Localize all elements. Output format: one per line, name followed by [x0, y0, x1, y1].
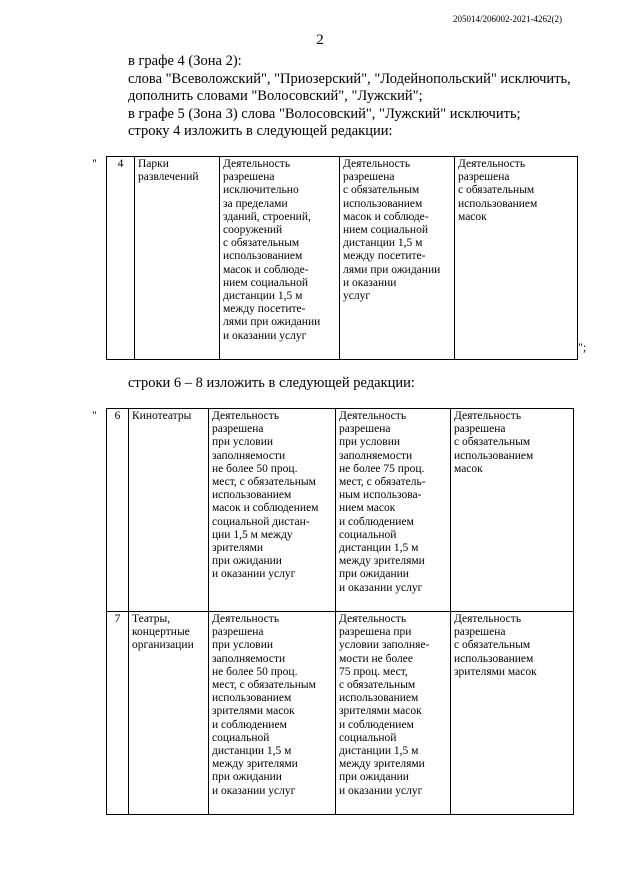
- cell-line: Деятельность: [212, 410, 280, 422]
- cell-line: и оказании услуг: [223, 329, 307, 342]
- cell-line: развлечений: [138, 171, 199, 184]
- table1-open-quote: ": [92, 156, 97, 170]
- cell-line: зрителями масок: [454, 665, 537, 678]
- cell-line: лями при ожидании: [343, 263, 441, 276]
- cell-line: с обязательным: [454, 436, 531, 449]
- cell-line: разрешена: [454, 423, 506, 436]
- cell-line: и оказании услуг: [339, 581, 423, 594]
- cell-line: зданий, строений,: [223, 210, 311, 223]
- cell-line: концертные: [132, 626, 190, 639]
- intro-line: дополнить словами "Волосовский", "Лужский";: [128, 88, 423, 104]
- cell-line: Парки: [138, 158, 169, 170]
- document-id: 205014/206002-2021-4262(2): [453, 14, 562, 24]
- cell-line: социальной: [339, 528, 397, 541]
- zone2-cell: [336, 409, 451, 612]
- cell-line: Театры,: [132, 613, 171, 625]
- cell-line: нием социальной: [343, 224, 428, 237]
- zones-table-rows6-8: [106, 408, 574, 815]
- cell-line: 75 проц. мест,: [339, 665, 408, 678]
- cell-line: между посетите-: [223, 303, 306, 316]
- cell-line: между зрителями: [339, 758, 425, 771]
- cell-line: дистанции 1,5 м: [212, 745, 292, 758]
- zone1-cell: [209, 409, 336, 612]
- cell-line: масок и соблюде-: [223, 263, 309, 276]
- cell-line: и оказании услуг: [212, 568, 296, 581]
- cell-line: мест, с обязательным: [212, 679, 316, 692]
- cell-line: ным использова-: [339, 489, 422, 502]
- row-number: 7: [107, 612, 129, 815]
- cell-line: с обязательным: [454, 639, 531, 652]
- cell-line: лями при ожидании: [223, 316, 321, 329]
- zone2-cell: [340, 157, 455, 360]
- zone3-cell: [455, 157, 578, 360]
- cell-line: ции 1,5 м между: [212, 528, 293, 541]
- zones-table-row4: [106, 156, 578, 360]
- cell-line: при ожидании: [339, 568, 409, 581]
- cell-line: масок: [454, 462, 483, 475]
- cell-line: дистанции 1,5 м: [339, 745, 419, 758]
- cell-line: использованием: [212, 489, 292, 502]
- cell-line: сооружений: [223, 224, 283, 237]
- cell-line: Деятельность: [339, 410, 407, 422]
- cell-line: дистанции 1,5 м: [343, 237, 423, 250]
- cell-line: зрителями: [212, 542, 264, 555]
- cell-line: при ожидании: [212, 555, 282, 568]
- cell-line: использованием: [212, 692, 292, 705]
- cell-line: не более 50 проц.: [212, 462, 298, 475]
- cell-line: Деятельность: [458, 158, 526, 170]
- table2-open-quote: ": [92, 408, 97, 422]
- cell-line: мест, с обязательным: [212, 476, 316, 489]
- cell-line: масок и соблюде-: [343, 210, 429, 223]
- zone1-cell: [220, 157, 340, 360]
- cell-line: разрешена: [458, 171, 510, 184]
- cell-line: дистанции 1,5 м: [339, 542, 419, 555]
- cell-line: Деятельность: [223, 158, 291, 170]
- cell-line: с обязательным: [458, 184, 535, 197]
- cell-line: дистанции 1,5 м: [223, 290, 303, 303]
- cell-line: использованием: [454, 652, 534, 665]
- cell-line: разрешена: [212, 626, 264, 639]
- cell-line: и соблюдением: [212, 718, 287, 731]
- zone1-cell: [209, 612, 336, 815]
- row-number: 4: [107, 157, 135, 360]
- cell-line: Деятельность: [212, 613, 280, 625]
- activity-cell: [129, 612, 209, 815]
- cell-line: нием масок: [339, 502, 396, 515]
- cell-line: использованием: [339, 692, 419, 705]
- cell-line: не более 50 проц.: [212, 665, 298, 678]
- cell-line: между зрителями: [339, 555, 425, 568]
- intro-line: слова "Всеволожский", "Приозерский", "Лодейнопольский" исключить,: [128, 70, 571, 87]
- page-number: 2: [316, 32, 324, 48]
- cell-line: нием социальной: [223, 276, 308, 289]
- cell-line: заполняемости: [339, 449, 413, 462]
- cell-line: между зрителями: [212, 758, 298, 771]
- cell-line: за пределами: [223, 197, 288, 210]
- cell-line: между посетите-: [343, 250, 426, 263]
- table-row: [107, 409, 574, 612]
- cell-line: разрешена: [223, 171, 275, 184]
- zone3-cell: [451, 612, 574, 815]
- cell-line: с обязательным: [223, 237, 300, 250]
- cell-line: условии заполняе-: [339, 639, 430, 652]
- cell-line: при условии: [339, 436, 401, 449]
- cell-line: разрешена: [343, 171, 395, 184]
- cell-line: при условии: [212, 639, 274, 652]
- cell-line: масок и соблюдением: [212, 502, 319, 515]
- cell-line: зрителями масок: [212, 705, 295, 718]
- cell-line: Деятельность: [343, 158, 411, 170]
- cell-line: и оказании услуг: [339, 784, 423, 797]
- cell-line: с обязательным: [339, 679, 416, 692]
- cell-line: мест, с обязатель-: [339, 476, 426, 489]
- activity-cell: [135, 157, 220, 360]
- cell-line: с обязательным: [343, 184, 420, 197]
- cell-line: Деятельность: [339, 613, 407, 625]
- cell-line: и соблюдением: [339, 718, 414, 731]
- cell-line: использованием: [223, 250, 303, 263]
- intro-line: в графе 4 (Зона 2):: [128, 53, 242, 69]
- intro-text: [128, 53, 608, 141]
- cell-line: услуг: [343, 290, 371, 303]
- cell-line: организации: [132, 639, 194, 652]
- cell-line: исключительно: [223, 184, 299, 197]
- cell-line: при ожидании: [339, 771, 409, 784]
- cell-line: Деятельность: [454, 410, 522, 422]
- cell-line: зрителями масок: [339, 705, 422, 718]
- row-number: 6: [107, 409, 129, 612]
- table-row: [107, 612, 574, 815]
- cell-line: разрешена: [454, 626, 506, 639]
- cell-line: использованием: [454, 449, 534, 462]
- cell-line: Деятельность: [454, 613, 522, 625]
- intro-line: строку 4 изложить в следующей редакции:: [128, 123, 393, 139]
- cell-line: разрешена: [339, 423, 391, 436]
- cell-line: и оказании: [343, 276, 397, 289]
- table-row: [107, 157, 578, 360]
- cell-line: мости не более: [339, 652, 414, 665]
- intro-line: в графе 5 (Зона 3) слова "Волосовский", "Лужский" исключить;: [128, 105, 521, 122]
- cell-line: не более 75 проц.: [339, 462, 425, 475]
- cell-line: Кинотеатры: [132, 410, 192, 422]
- table1-close-mark: ";: [578, 340, 587, 354]
- cell-line: социальной: [339, 731, 397, 744]
- cell-line: разрешена при: [339, 626, 412, 639]
- middle-text: строки 6 – 8 изложить в следующей редакции:: [128, 375, 415, 391]
- zone3-cell: [451, 409, 574, 612]
- cell-line: социальной дистан-: [212, 515, 310, 528]
- cell-line: и оказании услуг: [212, 784, 296, 797]
- activity-cell: [129, 409, 209, 612]
- cell-line: и соблюдением: [339, 515, 414, 528]
- cell-line: заполняемости: [212, 449, 286, 462]
- cell-line: использованием: [343, 197, 423, 210]
- zone2-cell: [336, 612, 451, 815]
- cell-line: при ожидании: [212, 771, 282, 784]
- cell-line: при условии: [212, 436, 274, 449]
- cell-line: социальной: [212, 731, 270, 744]
- cell-line: разрешена: [212, 423, 264, 436]
- cell-line: масок: [458, 210, 487, 223]
- cell-line: использованием: [458, 197, 538, 210]
- cell-line: заполняемости: [212, 652, 286, 665]
